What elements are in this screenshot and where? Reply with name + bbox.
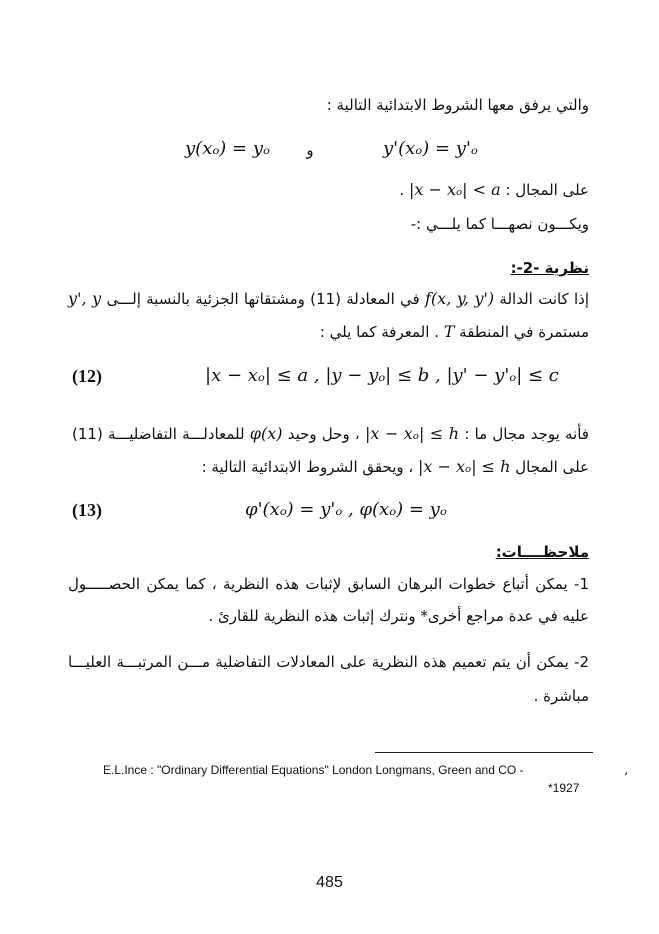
variables-math: y', y <box>68 289 102 308</box>
statement-line <box>411 214 589 234</box>
initial-condition-derivative <box>383 138 478 159</box>
page-number-text: 485 <box>316 874 343 891</box>
theorem-line-3 <box>72 424 589 444</box>
theorem-line-3-end: للمعادلـــة التفاضليـــة (11) <box>72 425 245 443</box>
equation-13 <box>245 499 447 520</box>
initial-condition-value <box>185 138 270 159</box>
note-1-line-1 <box>68 574 589 594</box>
note-2-line-2 <box>534 686 589 706</box>
theorem-line-2-end: . المعرفة كما يلي : <box>319 323 439 341</box>
domain-math: |x − xₒ| < a <box>408 180 501 199</box>
footnote-divider <box>375 752 593 753</box>
note-1-line-2-text: عليه في عدة مراجع أخرى* ونترك إثبات هذه النظرية للقارئ . <box>208 607 589 625</box>
equation-12-content: |x − xₒ| ≤ a , |y − yₒ| ≤ b , |y' − y'ₒ| ≤ c <box>205 365 559 386</box>
interval-h-math-2: |x − xₒ| ≤ h <box>418 457 511 476</box>
note-1-line-2 <box>208 606 589 626</box>
footnote-line-2 <box>548 781 579 795</box>
equation-12-number <box>72 366 102 387</box>
initial-condition-connector <box>300 140 320 160</box>
footnote-line-2-text: *1927 <box>548 781 580 795</box>
equation-13-number <box>72 500 102 521</box>
theorem-line-2 <box>320 322 589 342</box>
region-t-math: T <box>443 322 455 341</box>
equation-13-content: φ'(xₒ) = y'ₒ , φ(xₒ) = yₒ <box>245 499 447 520</box>
theorem-line-1-start: إذا كانت الدالة <box>499 290 589 308</box>
theorem-line-1 <box>68 289 589 309</box>
solution-phi-math: φ(x) <box>249 424 283 443</box>
function-f-math: f(x, y, y') <box>425 289 495 308</box>
domain-end: . <box>399 181 405 199</box>
note-2-line-1-text: 2- يمكن أن يتم تعميم هذه النظرية على المعادلات التفاضلية مـــن المرتبـــة العليـــا <box>68 653 589 671</box>
initial-condition-derivative-text: y'(xₒ) = y'ₒ <box>383 138 478 159</box>
footnote-line-1 <box>103 763 524 777</box>
notes-heading <box>496 542 589 562</box>
theorem-heading <box>511 258 589 278</box>
theorem-line-2-text: مستمرة في المنطقة <box>459 323 589 341</box>
theorem-line-4-end: ، ويحقق الشروط الابتدائية التالية : <box>201 458 414 476</box>
page-number <box>0 874 659 892</box>
interval-h-math: |x − xₒ| ≤ h <box>364 424 460 443</box>
intro-text: والتي يرفق معها الشروط الابتدائية التالية : <box>326 96 589 114</box>
theorem-line-4-start: على المجال <box>515 458 589 476</box>
footnote-line-1-text: E.L.Ince : "Ordinary Differential Equations" London Longmans, Green and CO - <box>103 763 524 777</box>
equation-12-number-text: (12) <box>72 366 102 386</box>
note-2-line-1 <box>68 652 589 672</box>
intro-line <box>327 95 589 115</box>
connector-text: و <box>306 141 314 159</box>
notes-heading-text: ملاحظــــات: <box>495 543 589 561</box>
domain-text: على المجال : <box>505 181 589 199</box>
theorem-line-4 <box>202 457 589 477</box>
theorem-line-3-start: فأنه يوجد مجال ما : <box>464 425 589 443</box>
theorem-line-1-mid: في المعادلة (11) ومشتقاتها الجزئية بالنسبة إلـــى <box>106 290 420 308</box>
note-1-line-1-text: 1- يمكن أتباع خطوات البرهان السابق لإثبات هذه النظرية ، كما يمكن الحصـــــول <box>68 575 589 593</box>
footnote-mark-text: ، <box>624 764 628 778</box>
initial-condition-value-text: y(xₒ) = yₒ <box>185 138 270 159</box>
theorem-heading-text: نظرية -2-: <box>510 259 589 277</box>
domain-line <box>399 180 589 200</box>
statement-text: ويكـــون نصهـــا كما يلـــي :- <box>410 215 589 233</box>
equation-13-number-text: (13) <box>72 500 102 520</box>
theorem-line-3-mid: ، وحل وحيد <box>287 425 360 443</box>
footnote-mark <box>624 764 628 778</box>
note-2-line-2-text: مباشرة . <box>533 687 589 705</box>
equation-12 <box>205 365 559 386</box>
